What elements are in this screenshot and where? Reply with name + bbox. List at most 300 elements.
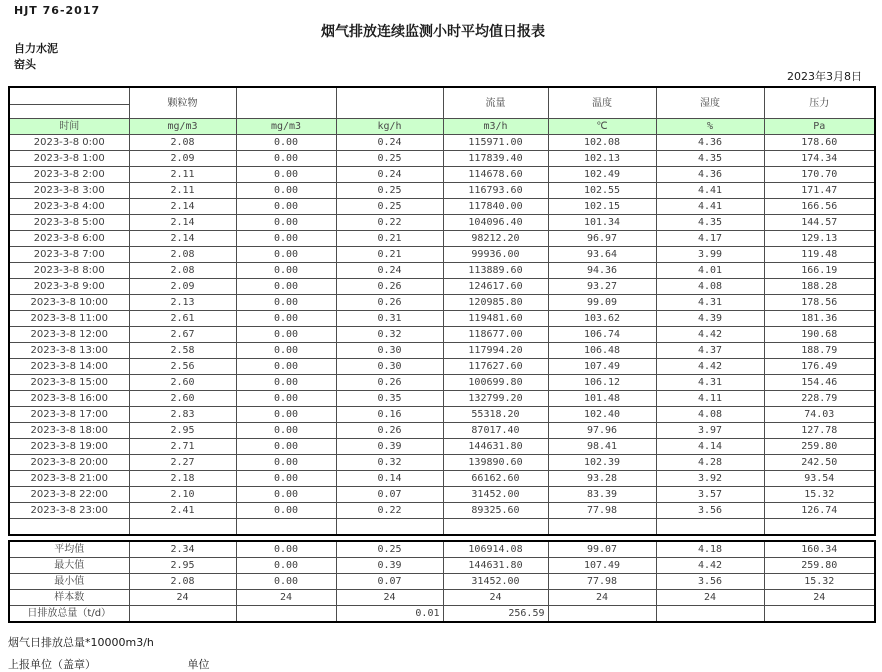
col-header-humidity: 湿度 bbox=[656, 87, 764, 119]
cell: 4.35 bbox=[656, 151, 764, 167]
summary-row bbox=[9, 574, 875, 590]
cell: 0.32 bbox=[336, 327, 443, 343]
unit-pa: Pa bbox=[764, 119, 875, 135]
cell: 0.00 bbox=[236, 151, 336, 167]
cell: 259.80 bbox=[764, 439, 875, 455]
cell: 97.96 bbox=[548, 423, 656, 439]
cell: 4.31 bbox=[656, 295, 764, 311]
cell: 2.08 bbox=[129, 247, 236, 263]
reporting-unit-label: 上报单位（盖章） bbox=[8, 658, 96, 671]
col-header-flow: 流量 bbox=[443, 87, 548, 119]
cell: 0.21 bbox=[336, 231, 443, 247]
row-label: 样本数 bbox=[9, 590, 129, 606]
cell bbox=[129, 606, 236, 623]
unit-kg-h: kg/h bbox=[336, 119, 443, 135]
cell bbox=[764, 606, 875, 623]
cell: 228.79 bbox=[764, 391, 875, 407]
cell: 102.13 bbox=[548, 151, 656, 167]
row-label: 最大值 bbox=[9, 558, 129, 574]
cell: 0.00 bbox=[236, 167, 336, 183]
table-row bbox=[9, 183, 875, 199]
table-row bbox=[9, 263, 875, 279]
cell: 4.11 bbox=[656, 391, 764, 407]
table-row bbox=[9, 279, 875, 295]
cell: 4.14 bbox=[656, 439, 764, 455]
cell: 0.35 bbox=[336, 391, 443, 407]
cell: 3.56 bbox=[656, 503, 764, 519]
cell: 4.35 bbox=[656, 215, 764, 231]
cell: 2.08 bbox=[129, 135, 236, 151]
page-title: 烟气排放连续监测小时平均值日报表 bbox=[321, 24, 545, 40]
cell: 0.07 bbox=[336, 574, 443, 590]
cell: 3.56 bbox=[656, 574, 764, 590]
cell: 0.00 bbox=[236, 231, 336, 247]
data-rows bbox=[9, 135, 875, 536]
group-header-row bbox=[9, 87, 875, 105]
cell: 102.15 bbox=[548, 199, 656, 215]
cell: 89325.60 bbox=[443, 503, 548, 519]
cell: 2.09 bbox=[129, 151, 236, 167]
cell: 2.11 bbox=[129, 183, 236, 199]
cell: 2.11 bbox=[129, 167, 236, 183]
cell: 107.49 bbox=[548, 558, 656, 574]
cell: 171.47 bbox=[764, 183, 875, 199]
cell bbox=[336, 519, 443, 536]
company-name: 自力水泥 bbox=[14, 42, 58, 55]
row-label: 2023-3-8 6:00 bbox=[9, 231, 129, 247]
cell: 0.00 bbox=[236, 279, 336, 295]
cell: 2.27 bbox=[129, 455, 236, 471]
cell: 104096.40 bbox=[443, 215, 548, 231]
cell: 0.00 bbox=[236, 487, 336, 503]
cell: 0.00 bbox=[236, 541, 336, 558]
cell: 2.08 bbox=[129, 263, 236, 279]
cell: 0.30 bbox=[336, 359, 443, 375]
unit-celsius: ℃ bbox=[548, 119, 656, 135]
cell: 0.00 bbox=[236, 359, 336, 375]
table-row bbox=[9, 503, 875, 519]
cell: 0.31 bbox=[336, 311, 443, 327]
cell: 15.32 bbox=[764, 487, 875, 503]
cell: 0.26 bbox=[336, 423, 443, 439]
report-header bbox=[0, 0, 882, 86]
cell: 99.09 bbox=[548, 295, 656, 311]
cell bbox=[236, 519, 336, 536]
unit-percent: % bbox=[656, 119, 764, 135]
cell: 0.25 bbox=[336, 151, 443, 167]
cell: 4.08 bbox=[656, 407, 764, 423]
cell: 99.07 bbox=[548, 541, 656, 558]
cell: 2.83 bbox=[129, 407, 236, 423]
cell: 2.56 bbox=[129, 359, 236, 375]
cell: 102.39 bbox=[548, 455, 656, 471]
row-label: 2023-3-8 11:00 bbox=[9, 311, 129, 327]
cell: 0.00 bbox=[236, 183, 336, 199]
summary-rows bbox=[9, 541, 875, 622]
col-header-blank-1 bbox=[236, 87, 336, 119]
cell: 74.03 bbox=[764, 407, 875, 423]
cell: 0.00 bbox=[236, 558, 336, 574]
cell: 0.14 bbox=[336, 471, 443, 487]
cell: 4.36 bbox=[656, 135, 764, 151]
table-row bbox=[9, 311, 875, 327]
summary-row bbox=[9, 606, 875, 623]
cell: 2.95 bbox=[129, 558, 236, 574]
cell: 0.00 bbox=[236, 215, 336, 231]
cell: 106.48 bbox=[548, 343, 656, 359]
cell: 24 bbox=[764, 590, 875, 606]
cell: 118677.00 bbox=[443, 327, 548, 343]
cell: 103.62 bbox=[548, 311, 656, 327]
cell: 0.00 bbox=[236, 423, 336, 439]
cell: 0.26 bbox=[336, 295, 443, 311]
cell: 0.21 bbox=[336, 247, 443, 263]
row-label: 2023-3-8 12:00 bbox=[9, 327, 129, 343]
cell: 117840.00 bbox=[443, 199, 548, 215]
cell: 24 bbox=[236, 590, 336, 606]
cell: 116793.60 bbox=[443, 183, 548, 199]
cell: 0.00 bbox=[236, 295, 336, 311]
cell bbox=[656, 606, 764, 623]
cell bbox=[129, 519, 236, 536]
cell: 242.50 bbox=[764, 455, 875, 471]
row-label: 2023-3-8 22:00 bbox=[9, 487, 129, 503]
col-header-pressure: 压力 bbox=[764, 87, 875, 119]
cell: 176.49 bbox=[764, 359, 875, 375]
cell: 2.14 bbox=[129, 231, 236, 247]
cell: 24 bbox=[656, 590, 764, 606]
row-label: 最小值 bbox=[9, 574, 129, 590]
cell: 2.08 bbox=[129, 574, 236, 590]
cell: 0.00 bbox=[236, 503, 336, 519]
cell: 0.26 bbox=[336, 279, 443, 295]
row-label: 2023-3-8 8:00 bbox=[9, 263, 129, 279]
cell: 4.17 bbox=[656, 231, 764, 247]
cell: 113889.60 bbox=[443, 263, 548, 279]
cell: 0.00 bbox=[236, 247, 336, 263]
row-label: 2023-3-8 1:00 bbox=[9, 151, 129, 167]
cell: 117839.40 bbox=[443, 151, 548, 167]
col-header-blank-2 bbox=[336, 87, 443, 119]
cell: 0.00 bbox=[236, 407, 336, 423]
cell: 4.41 bbox=[656, 199, 764, 215]
cell: 0.25 bbox=[336, 541, 443, 558]
cell: 2.18 bbox=[129, 471, 236, 487]
cell: 93.27 bbox=[548, 279, 656, 295]
cell: 0.22 bbox=[336, 215, 443, 231]
row-label: 2023-3-8 4:00 bbox=[9, 199, 129, 215]
cell: 127.78 bbox=[764, 423, 875, 439]
table-row bbox=[9, 151, 875, 167]
cell: 154.46 bbox=[764, 375, 875, 391]
cell: 2.60 bbox=[129, 391, 236, 407]
cell: 2.60 bbox=[129, 375, 236, 391]
cell: 0.00 bbox=[236, 455, 336, 471]
cell: 2.71 bbox=[129, 439, 236, 455]
cell: 93.64 bbox=[548, 247, 656, 263]
cell: 0.24 bbox=[336, 135, 443, 151]
cell: 188.28 bbox=[764, 279, 875, 295]
cell: 106.12 bbox=[548, 375, 656, 391]
cell: 24 bbox=[336, 590, 443, 606]
row-label: 2023-3-8 21:00 bbox=[9, 471, 129, 487]
cell: 2.61 bbox=[129, 311, 236, 327]
cell: 24 bbox=[443, 590, 548, 606]
row-label: 2023-3-8 7:00 bbox=[9, 247, 129, 263]
row-label: 2023-3-8 17:00 bbox=[9, 407, 129, 423]
cell: 0.22 bbox=[336, 503, 443, 519]
cell: 0.30 bbox=[336, 343, 443, 359]
cell: 99936.00 bbox=[443, 247, 548, 263]
cell: 174.34 bbox=[764, 151, 875, 167]
cell: 98212.20 bbox=[443, 231, 548, 247]
cell: 102.08 bbox=[548, 135, 656, 151]
cell: 4.42 bbox=[656, 327, 764, 343]
cell: 2.67 bbox=[129, 327, 236, 343]
cell: 0.07 bbox=[336, 487, 443, 503]
row-label: 2023-3-8 19:00 bbox=[9, 439, 129, 455]
cell: 114678.60 bbox=[443, 167, 548, 183]
cell: 4.42 bbox=[656, 558, 764, 574]
report-footer bbox=[8, 634, 882, 672]
cell: 0.00 bbox=[236, 327, 336, 343]
cell: 55318.20 bbox=[443, 407, 548, 423]
cell: 102.40 bbox=[548, 407, 656, 423]
cell: 0.32 bbox=[336, 455, 443, 471]
unit-label: 单位 bbox=[187, 658, 210, 671]
cell: 4.39 bbox=[656, 311, 764, 327]
unit-mg-m3-1: mg/m3 bbox=[129, 119, 236, 135]
cell: 96.97 bbox=[548, 231, 656, 247]
cell: 93.54 bbox=[764, 471, 875, 487]
cell: 2.95 bbox=[129, 423, 236, 439]
cell: 129.13 bbox=[764, 231, 875, 247]
cell: 0.00 bbox=[236, 263, 336, 279]
unit-mg-m3-2: mg/m3 bbox=[236, 119, 336, 135]
row-label: 2023-3-8 0:00 bbox=[9, 135, 129, 151]
col-header-particulate: 颗粒物 bbox=[129, 87, 236, 119]
cell: 98.41 bbox=[548, 439, 656, 455]
cell: 102.55 bbox=[548, 183, 656, 199]
cell: 106914.08 bbox=[443, 541, 548, 558]
cell: 0.24 bbox=[336, 263, 443, 279]
cell bbox=[764, 519, 875, 536]
report-date: 2023年3月8日 bbox=[787, 70, 862, 83]
cell: 83.39 bbox=[548, 487, 656, 503]
cell: 15.32 bbox=[764, 574, 875, 590]
cell: 0.25 bbox=[336, 183, 443, 199]
table-row bbox=[9, 247, 875, 263]
table-row bbox=[9, 423, 875, 439]
cell: 87017.40 bbox=[443, 423, 548, 439]
table-row bbox=[9, 343, 875, 359]
cell: 0.00 bbox=[236, 574, 336, 590]
row-label: 2023-3-8 3:00 bbox=[9, 183, 129, 199]
cell: 117627.60 bbox=[443, 359, 548, 375]
table-row bbox=[9, 455, 875, 471]
cell: 31452.00 bbox=[443, 487, 548, 503]
table-row bbox=[9, 231, 875, 247]
summary-table bbox=[8, 540, 876, 623]
cell: 0.26 bbox=[336, 375, 443, 391]
cell: 100699.80 bbox=[443, 375, 548, 391]
summary-row bbox=[9, 541, 875, 558]
row-label: 2023-3-8 15:00 bbox=[9, 375, 129, 391]
cell: 2.14 bbox=[129, 199, 236, 215]
cell: 3.99 bbox=[656, 247, 764, 263]
cell: 0.00 bbox=[236, 199, 336, 215]
cell: 188.79 bbox=[764, 343, 875, 359]
table-row bbox=[9, 167, 875, 183]
cell: 107.49 bbox=[548, 359, 656, 375]
table-row bbox=[9, 199, 875, 215]
cell: 178.60 bbox=[764, 135, 875, 151]
unit-m3-h: m3/h bbox=[443, 119, 548, 135]
unit-header-row bbox=[9, 119, 875, 135]
cell: 3.97 bbox=[656, 423, 764, 439]
row-label bbox=[9, 519, 129, 536]
cell: 132799.20 bbox=[443, 391, 548, 407]
cell: 190.68 bbox=[764, 327, 875, 343]
table-row bbox=[9, 471, 875, 487]
table-row bbox=[9, 391, 875, 407]
cell: 0.00 bbox=[236, 471, 336, 487]
cell: 4.31 bbox=[656, 375, 764, 391]
table-row bbox=[9, 407, 875, 423]
row-label: 2023-3-8 2:00 bbox=[9, 167, 129, 183]
cell: 0.16 bbox=[336, 407, 443, 423]
cell: 160.34 bbox=[764, 541, 875, 558]
cell: 4.01 bbox=[656, 263, 764, 279]
cell: 4.41 bbox=[656, 183, 764, 199]
main-table bbox=[8, 86, 876, 536]
cell: 139890.60 bbox=[443, 455, 548, 471]
cell: 2.09 bbox=[129, 279, 236, 295]
row-label: 日排放总量（t/d） bbox=[9, 606, 129, 623]
col-header-temperature: 温度 bbox=[548, 87, 656, 119]
cell: 94.36 bbox=[548, 263, 656, 279]
table-row bbox=[9, 487, 875, 503]
cell: 77.98 bbox=[548, 574, 656, 590]
cell: 119481.60 bbox=[443, 311, 548, 327]
cell: 115971.00 bbox=[443, 135, 548, 151]
cell: 2.34 bbox=[129, 541, 236, 558]
time-header: 时间 bbox=[9, 119, 129, 135]
cell: 4.08 bbox=[656, 279, 764, 295]
cell: 0.00 bbox=[236, 311, 336, 327]
cell: 101.48 bbox=[548, 391, 656, 407]
cell: 0.00 bbox=[236, 391, 336, 407]
cell: 0.00 bbox=[236, 343, 336, 359]
row-label: 2023-3-8 14:00 bbox=[9, 359, 129, 375]
cell: 3.92 bbox=[656, 471, 764, 487]
cell: 2.13 bbox=[129, 295, 236, 311]
table-row bbox=[9, 519, 875, 536]
cell: 256.59 bbox=[443, 606, 548, 623]
cell: 170.70 bbox=[764, 167, 875, 183]
summary-row bbox=[9, 590, 875, 606]
cell: 117994.20 bbox=[443, 343, 548, 359]
cell: 24 bbox=[548, 590, 656, 606]
cell: 144631.80 bbox=[443, 558, 548, 574]
cell: 93.28 bbox=[548, 471, 656, 487]
cell bbox=[548, 606, 656, 623]
cell: 0.24 bbox=[336, 167, 443, 183]
cell: 24 bbox=[129, 590, 236, 606]
summary-row bbox=[9, 558, 875, 574]
cell: 259.80 bbox=[764, 558, 875, 574]
table-row bbox=[9, 215, 875, 231]
cell: 0.01 bbox=[336, 606, 443, 623]
table-row bbox=[9, 295, 875, 311]
cell: 4.42 bbox=[656, 359, 764, 375]
cell: 0.00 bbox=[236, 135, 336, 151]
cell: 124617.60 bbox=[443, 279, 548, 295]
cell: 126.74 bbox=[764, 503, 875, 519]
row-label: 2023-3-8 13:00 bbox=[9, 343, 129, 359]
row-label: 2023-3-8 20:00 bbox=[9, 455, 129, 471]
cell: 4.36 bbox=[656, 167, 764, 183]
cell bbox=[236, 606, 336, 623]
cell bbox=[548, 519, 656, 536]
standard-number: HJT 76-2017 bbox=[14, 4, 101, 17]
row-label: 2023-3-8 23:00 bbox=[9, 503, 129, 519]
monitoring-point: 窑头 bbox=[14, 58, 36, 71]
table-row bbox=[9, 359, 875, 375]
cell: 178.56 bbox=[764, 295, 875, 311]
flow-total-note: 烟气日排放总量*10000m3/h bbox=[8, 636, 154, 649]
cell: 0.00 bbox=[236, 439, 336, 455]
cell: 166.56 bbox=[764, 199, 875, 215]
cell bbox=[443, 519, 548, 536]
cell: 4.28 bbox=[656, 455, 764, 471]
cell: 4.37 bbox=[656, 343, 764, 359]
row-label: 2023-3-8 9:00 bbox=[9, 279, 129, 295]
cell: 166.19 bbox=[764, 263, 875, 279]
row-label: 2023-3-8 16:00 bbox=[9, 391, 129, 407]
row-label: 2023-3-8 10:00 bbox=[9, 295, 129, 311]
table-row bbox=[9, 375, 875, 391]
cell: 3.57 bbox=[656, 487, 764, 503]
row-label: 2023-3-8 18:00 bbox=[9, 423, 129, 439]
row-label: 2023-3-8 5:00 bbox=[9, 215, 129, 231]
cell: 2.41 bbox=[129, 503, 236, 519]
cell: 106.74 bbox=[548, 327, 656, 343]
row-label: 平均值 bbox=[9, 541, 129, 558]
cell: 0.39 bbox=[336, 439, 443, 455]
cell: 144.57 bbox=[764, 215, 875, 231]
cell: 119.48 bbox=[764, 247, 875, 263]
cell: 31452.00 bbox=[443, 574, 548, 590]
table-row bbox=[9, 439, 875, 455]
cell: 0.25 bbox=[336, 199, 443, 215]
cell: 0.00 bbox=[236, 375, 336, 391]
cell bbox=[656, 519, 764, 536]
table-row bbox=[9, 327, 875, 343]
cell: 120985.80 bbox=[443, 295, 548, 311]
cell: 2.58 bbox=[129, 343, 236, 359]
cell: 0.39 bbox=[336, 558, 443, 574]
corner-cell-2 bbox=[9, 105, 129, 119]
cell: 181.36 bbox=[764, 311, 875, 327]
cell: 2.14 bbox=[129, 215, 236, 231]
table-row bbox=[9, 135, 875, 151]
corner-cell bbox=[9, 87, 129, 105]
cell: 2.10 bbox=[129, 487, 236, 503]
cell: 144631.80 bbox=[443, 439, 548, 455]
cell: 4.18 bbox=[656, 541, 764, 558]
cell: 102.49 bbox=[548, 167, 656, 183]
